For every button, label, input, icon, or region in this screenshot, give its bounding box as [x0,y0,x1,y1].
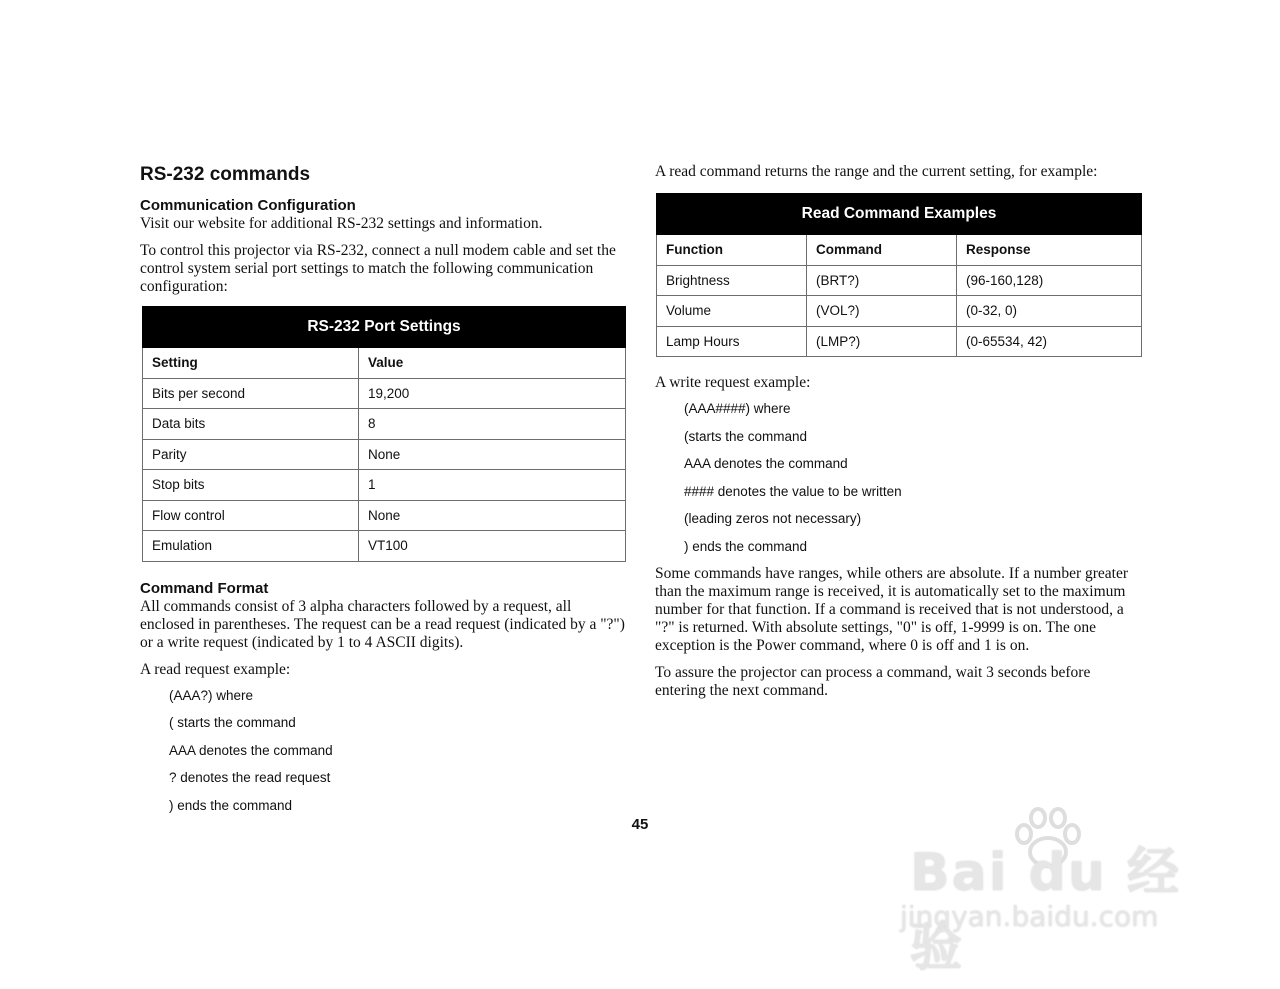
setting-cell: Stop bits [143,470,359,501]
table-row [143,439,626,470]
paw-icon [1008,800,1088,880]
list-item: (AAA?) where [169,687,254,703]
table-row [143,470,626,501]
write-example-list [684,400,1141,565]
setting-cell: Parity [143,439,359,470]
list-item: ( starts the command [169,715,296,730]
list-item: AAA denotes the command [169,742,333,758]
value-cell: 8 [359,409,626,440]
read-command-examples-table [656,193,1142,357]
table-row [143,531,626,562]
page-number: 45 [631,816,649,833]
wait-paragraph: To assure the projector can process a command, wait 3 seconds before entering the next command. [655,664,1091,699]
right-column [655,163,1141,709]
function-cell: Lamp Hours [657,326,807,357]
table-header-row [657,235,1142,266]
response-cell: (0-65534, 42) [957,326,1142,357]
list-item: ) ends the command [684,538,808,554]
command-format-paragraph: All commands consist of 3 alpha characters followed by a request, all enclosed in parentheses. The request can be a read request (indicated by a "?") or a write request (indicated by 1 to 4 ASCII digits). [140,597,625,651]
command-format-heading: Command Format [140,579,269,597]
setting-cell: Data bits [143,409,359,440]
table-row [143,500,626,531]
communication-instructions-paragraph: To control this projector via RS-232, connect a null modem cable and set the control system serial port settings to match the following communication configuration: [140,242,616,295]
write-example-intro: A write request example: [655,374,811,391]
column-header-response: Response [957,235,1142,266]
setting-cell: Emulation [143,531,359,562]
read-example-list [169,687,626,825]
list-item: (starts the command [684,428,808,444]
read-example-intro: A read request example: [140,660,291,678]
command-cell: (BRT?) [807,265,957,296]
watermark-logo-text: Bai du 经验 [910,843,1181,978]
setting-cell: Flow control [143,500,359,531]
left-column [140,163,626,824]
response-cell: (96-160,128) [957,265,1142,296]
value-cell: 19,200 [359,378,626,409]
table-caption: Read Command Examples [657,194,1142,235]
response-cell: (0-32, 0) [957,296,1142,327]
list-item: #### denotes the value to be written [684,483,902,499]
value-cell: None [359,439,626,470]
table-header-row [143,348,626,379]
table-row [143,409,626,440]
ranges-paragraph: Some commands have ranges, while others are absolute. If a number greater than the maximum range is received, it is automatically set to the maximum number for that function. If a command is received that is not understood, a "?" is returned. With absolute settings, "0" is off, 1-9999 is on. The one exception is the Power command, where 0 is off and 1 is on. [655,565,1129,654]
column-header-command: Command [807,235,957,266]
list-item: ) ends the command [169,797,293,813]
rs232-port-settings-table [142,306,626,562]
list-item: AAA denotes the command [684,456,848,471]
column-header-value: Value [359,348,626,379]
communication-configuration-heading: Communication Configuration [140,197,356,214]
table-row [657,265,1142,296]
value-cell: VT100 [359,531,626,562]
list-item: ? denotes the read request [169,770,331,785]
setting-cell: Bits per second [143,378,359,409]
read-command-intro: A read command returns the range and the current setting, for example: [655,163,1098,180]
table-caption: RS-232 Port Settings [143,307,626,348]
watermark-url-text: jingyan.baidu.com [900,900,1159,933]
command-cell: (VOL?) [807,296,957,327]
function-cell: Brightness [657,265,807,296]
table-row [657,296,1142,327]
value-cell: None [359,500,626,531]
table-row [657,326,1142,357]
column-header-setting: Setting [143,348,359,379]
list-item: (AAA####) where [684,401,791,416]
command-cell: (LMP?) [807,326,957,357]
list-item: (leading zeros not necessary) [684,511,862,526]
function-cell: Volume [657,296,807,327]
column-header-function: Function [657,235,807,266]
page-title: RS-232 commands [140,164,311,185]
value-cell: 1 [359,470,626,501]
table-row [143,378,626,409]
communication-intro-paragraph: Visit our website for additional RS-232 settings and information. [140,215,543,232]
